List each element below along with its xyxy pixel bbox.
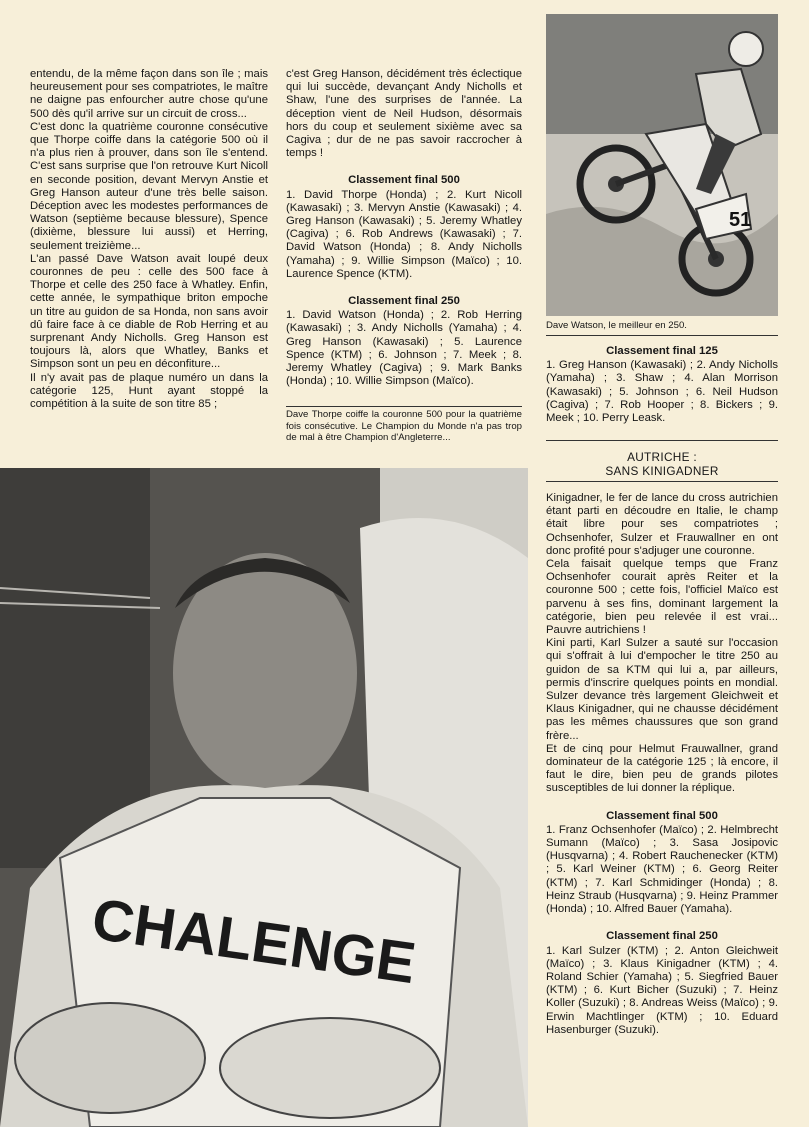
article-column-2 bbox=[286, 68, 522, 388]
section-heading-line-1: AUTRICHE : bbox=[627, 450, 697, 464]
paragraph: L'an passé Dave Watson avait loupé deux couronnes de peu : celle des 500 face à Thorpe et celle des 250 face à Whatley. Enfin, cette année, le sympathique briton empoche un titre au guidon de sa Honda, non sans avoir dû faire face à ce diable de Rob Herring et au surprenant Andy Nicholls. Greg Hanson est toujours là, alors que Whatley, Banks et Simpson sont un peu en déconfiture... bbox=[30, 252, 268, 371]
paragraph: Il n'y avait pas de plaque numéro un dans la catégorie 125, Hunt ayant stoppé la compétition à la suite de son titre 85 ; bbox=[30, 371, 268, 411]
section-heading-line-2: SANS KINIGADNER bbox=[605, 464, 719, 478]
divider bbox=[546, 335, 778, 336]
paragraph: Kini parti, Karl Sulzer a sauté sur l'occasion qui s'offrait à lui d'empocher le titre 250 au guidon de sa KTM qui lui a, par ailleurs, permis d'inscrire quelques points en mondial. Sulzer devance très largement Gleichweit et Klaus Kinigadner, qui ne chausse décidément pas les mêmes chaussures que son grand frère... bbox=[546, 637, 778, 742]
caption-watson: Dave Watson, le meilleur en 250. bbox=[546, 320, 687, 331]
results-heading-uk-125: Classement final 125 bbox=[606, 345, 718, 357]
results-list-uk-125: 1. Greg Hanson (Kawasaki) ; 2. Andy Nicholls (Yamaha) ; 3. Shaw ; 4. Alan Morrison (Kawasaki) ; 5. Johnson ; 6. Neil Hudson (Cagiva) ; 7. Rob Hooper ; 8. Bickers ; 9. Meek ; 10. Perry Leask. bbox=[546, 359, 778, 425]
paragraph: Et de cinq pour Helmut Frauwallner, grand dominateur de la catégorie 125 ; là encore, il faut le dire, bien peu de grands pilotes susceptibles de lui donner la réplique. bbox=[546, 742, 778, 795]
bike-number: 51 bbox=[729, 209, 752, 231]
results-list-uk-250: 1. David Watson (Honda) ; 2. Rob Herring (Kawasaki) ; 3. Andy Nicholls (Yamaha) ; 4. Greg Hanson (Kawasaki) ; 5. Laurence Spence (KTM) ; 6. Johnson ; 7. Meek ; 8. Jeremy Whatley (Cagiva) ; 9. Mark Banks (Honda) ; 10. Willie Simpson (Maïco). bbox=[286, 309, 522, 388]
caption-thorpe: Dave Thorpe coiffe la couronne 500 pour la quatrième fois consécutive. Le Champion du Monde n'a pas trop de mal à être Champion d'Angleterre... bbox=[286, 406, 522, 444]
paragraph: c'est Greg Hanson, décidément très éclectique qui lui succède, devançant Andy Nicholls et Shaw, l'une des surprises de l'année. La déception vient de Neil Hudson, désormais hors du coup et seulement sixième avec sa Cagiva ; dur de ne pas savoir raccrocher à temps ! bbox=[286, 68, 522, 160]
results-list-at-500: 1. Franz Ochsenhofer (Maïco) ; 2. Helmbrecht Sumann (Maïco) ; 3. Sasa Josipovic (Husqvarna) ; 4. Robert Rauchenecker (KTM) ; 5. Karl Weiner (KTM) ; 6. Georg Reiter (KTM) ; 7. Karl Schmidinger (Honda) ; 8. Heinz Straub (Husqvarna) ; 9. Heinz Prammer (Honda) ; 10. Alfred Bauer (Yamaha). bbox=[546, 823, 778, 916]
motocross-illustration bbox=[546, 14, 778, 316]
results-heading-at-250: Classement final 250 bbox=[606, 930, 718, 943]
results-heading-uk-250: Classement final 250 bbox=[348, 295, 460, 308]
paragraph: entendu, de la même façon dans son île ; mais heureusement pour ses compatriotes, le maître ne daigne pas enfourcher autre chose qu'une 500 dès qu'il arrive sur un circuit de cross... bbox=[30, 68, 268, 120]
paragraph: Cela faisait quelque temps que Franz Ochsenhofer courait après Reiter et la couronne 500 ; cette fois, l'officiel Maïco est parvenu à ses fins, dominant largement la catégorie, bien peu relevée il est vrai... Pauvre autrichiens ! bbox=[546, 558, 778, 637]
results-column-125 bbox=[546, 345, 778, 425]
article-column-austria bbox=[546, 492, 778, 1037]
results-list-at-250: 1. Karl Sulzer (KTM) ; 2. Anton Gleichweit (Maïco) ; 3. Klaus Kinigadner (KTM) ; 4. Roland Schier (Yamaha) ; 5. Siegfried Bauer (KTM) ; 6. Kurt Bicher (Suzuki) ; 7. Heinz Koller (Suzuki) ; 8. Andreas Weiss (Maïco) ; 9. Erwin Machtlinger (KTM) ; 10. Eduard Hasenburger (Suzuki). bbox=[546, 944, 778, 1036]
divider bbox=[546, 440, 778, 441]
divider bbox=[546, 481, 778, 482]
rider-portrait-illustration bbox=[0, 468, 528, 1127]
photo-dave-watson bbox=[546, 14, 778, 316]
section-heading bbox=[546, 450, 778, 478]
bib-text: CHALENGE bbox=[88, 886, 420, 997]
paragraph: Kinigadner, le fer de lance du cross autrichien étant parti en découdre en Italie, le champ était libre pour ses compatriotes ; Ochsenhofer, Sulzer et Frauwallner en ont donc profité pour s'adjuger une couronne. bbox=[546, 492, 778, 557]
results-list-uk-500: 1. David Thorpe (Honda) ; 2. Kurt Nicoll (Kawasaki) ; 3. Mervyn Anstie (Kawasaki) ; 4. Greg Hanson (Kawasaki) ; 5. Jeremy Whatley (Cagiva) ; 6. Rob Andrews (Kawasaki) ; 7. David Watson (Honda) ; 8. Andy Nicholls (Yamaha) ; 9. Willie Simpson (Maïco) ; 10. Laurence Spence (KTM). bbox=[286, 188, 522, 280]
photo-dave-thorpe bbox=[0, 468, 528, 1127]
paragraph: C'est donc la quatrième couronne consécutive que Thorpe coiffe dans la catégorie 500 où il n'a plus rien à prouver, dans son île s'entend. C'est sans surprise que l'on retrouve Kurt Nicoll en seconde position, devant Mervyn Anstie et Greg Hanson auteur d'une très belle saison. Déception avec les modestes performances de Watson (septième because blessure), Spence (dixième, blessure lui aussi) et Herring, seulement treizième... bbox=[30, 120, 268, 252]
results-heading-at-500: Classement final 500 bbox=[606, 809, 718, 822]
article-column-1 bbox=[30, 68, 268, 411]
results-heading-uk-500: Classement final 500 bbox=[348, 174, 460, 187]
